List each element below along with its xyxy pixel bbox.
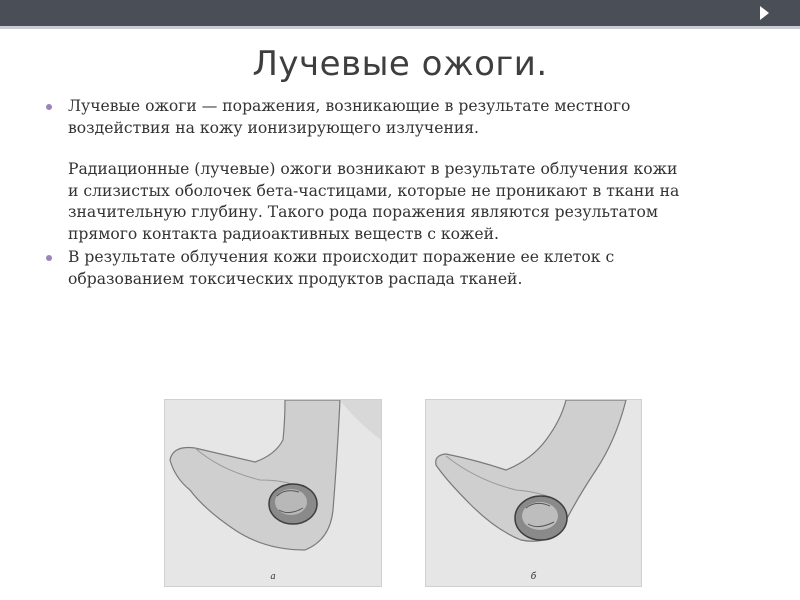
top-bar — [0, 0, 800, 26]
bullet-item — [46, 247, 686, 290]
figure-label: а — [270, 572, 276, 582]
slide-content — [46, 96, 686, 292]
slide-title: Лучевые ожоги. — [252, 44, 548, 84]
bullet-dot-icon — [46, 104, 52, 110]
bullet-paragraph: Лучевые ожоги — поражения, возникающие в результате местного воздействия на кожу ионизирующего излучения. — [68, 97, 631, 137]
foot-photo-a — [164, 399, 382, 587]
bullet-item — [46, 96, 686, 245]
foot-illustration-b — [426, 400, 641, 586]
bullet-dot-icon — [46, 255, 52, 261]
bullet-paragraph: В результате облучения кожи происходит поражение ее клеток с образованием токсических продуктов распада тканей. — [68, 248, 615, 288]
bullet-paragraph: Радиационные (лучевые) ожоги возникают в результате облучения кожи и слизистых оболочек бета-частицами, которые не проникают в ткани на значительную глубину. Такого рода поражения являются результатом прямого контакта радиоактивных веществ с кожей. — [68, 160, 680, 243]
figure-label: б — [530, 572, 537, 582]
top-bar-divider — [0, 26, 800, 29]
foot-illustration-a — [165, 400, 381, 586]
next-arrow-icon[interactable] — [760, 6, 769, 20]
foot-photo-b — [425, 399, 642, 587]
